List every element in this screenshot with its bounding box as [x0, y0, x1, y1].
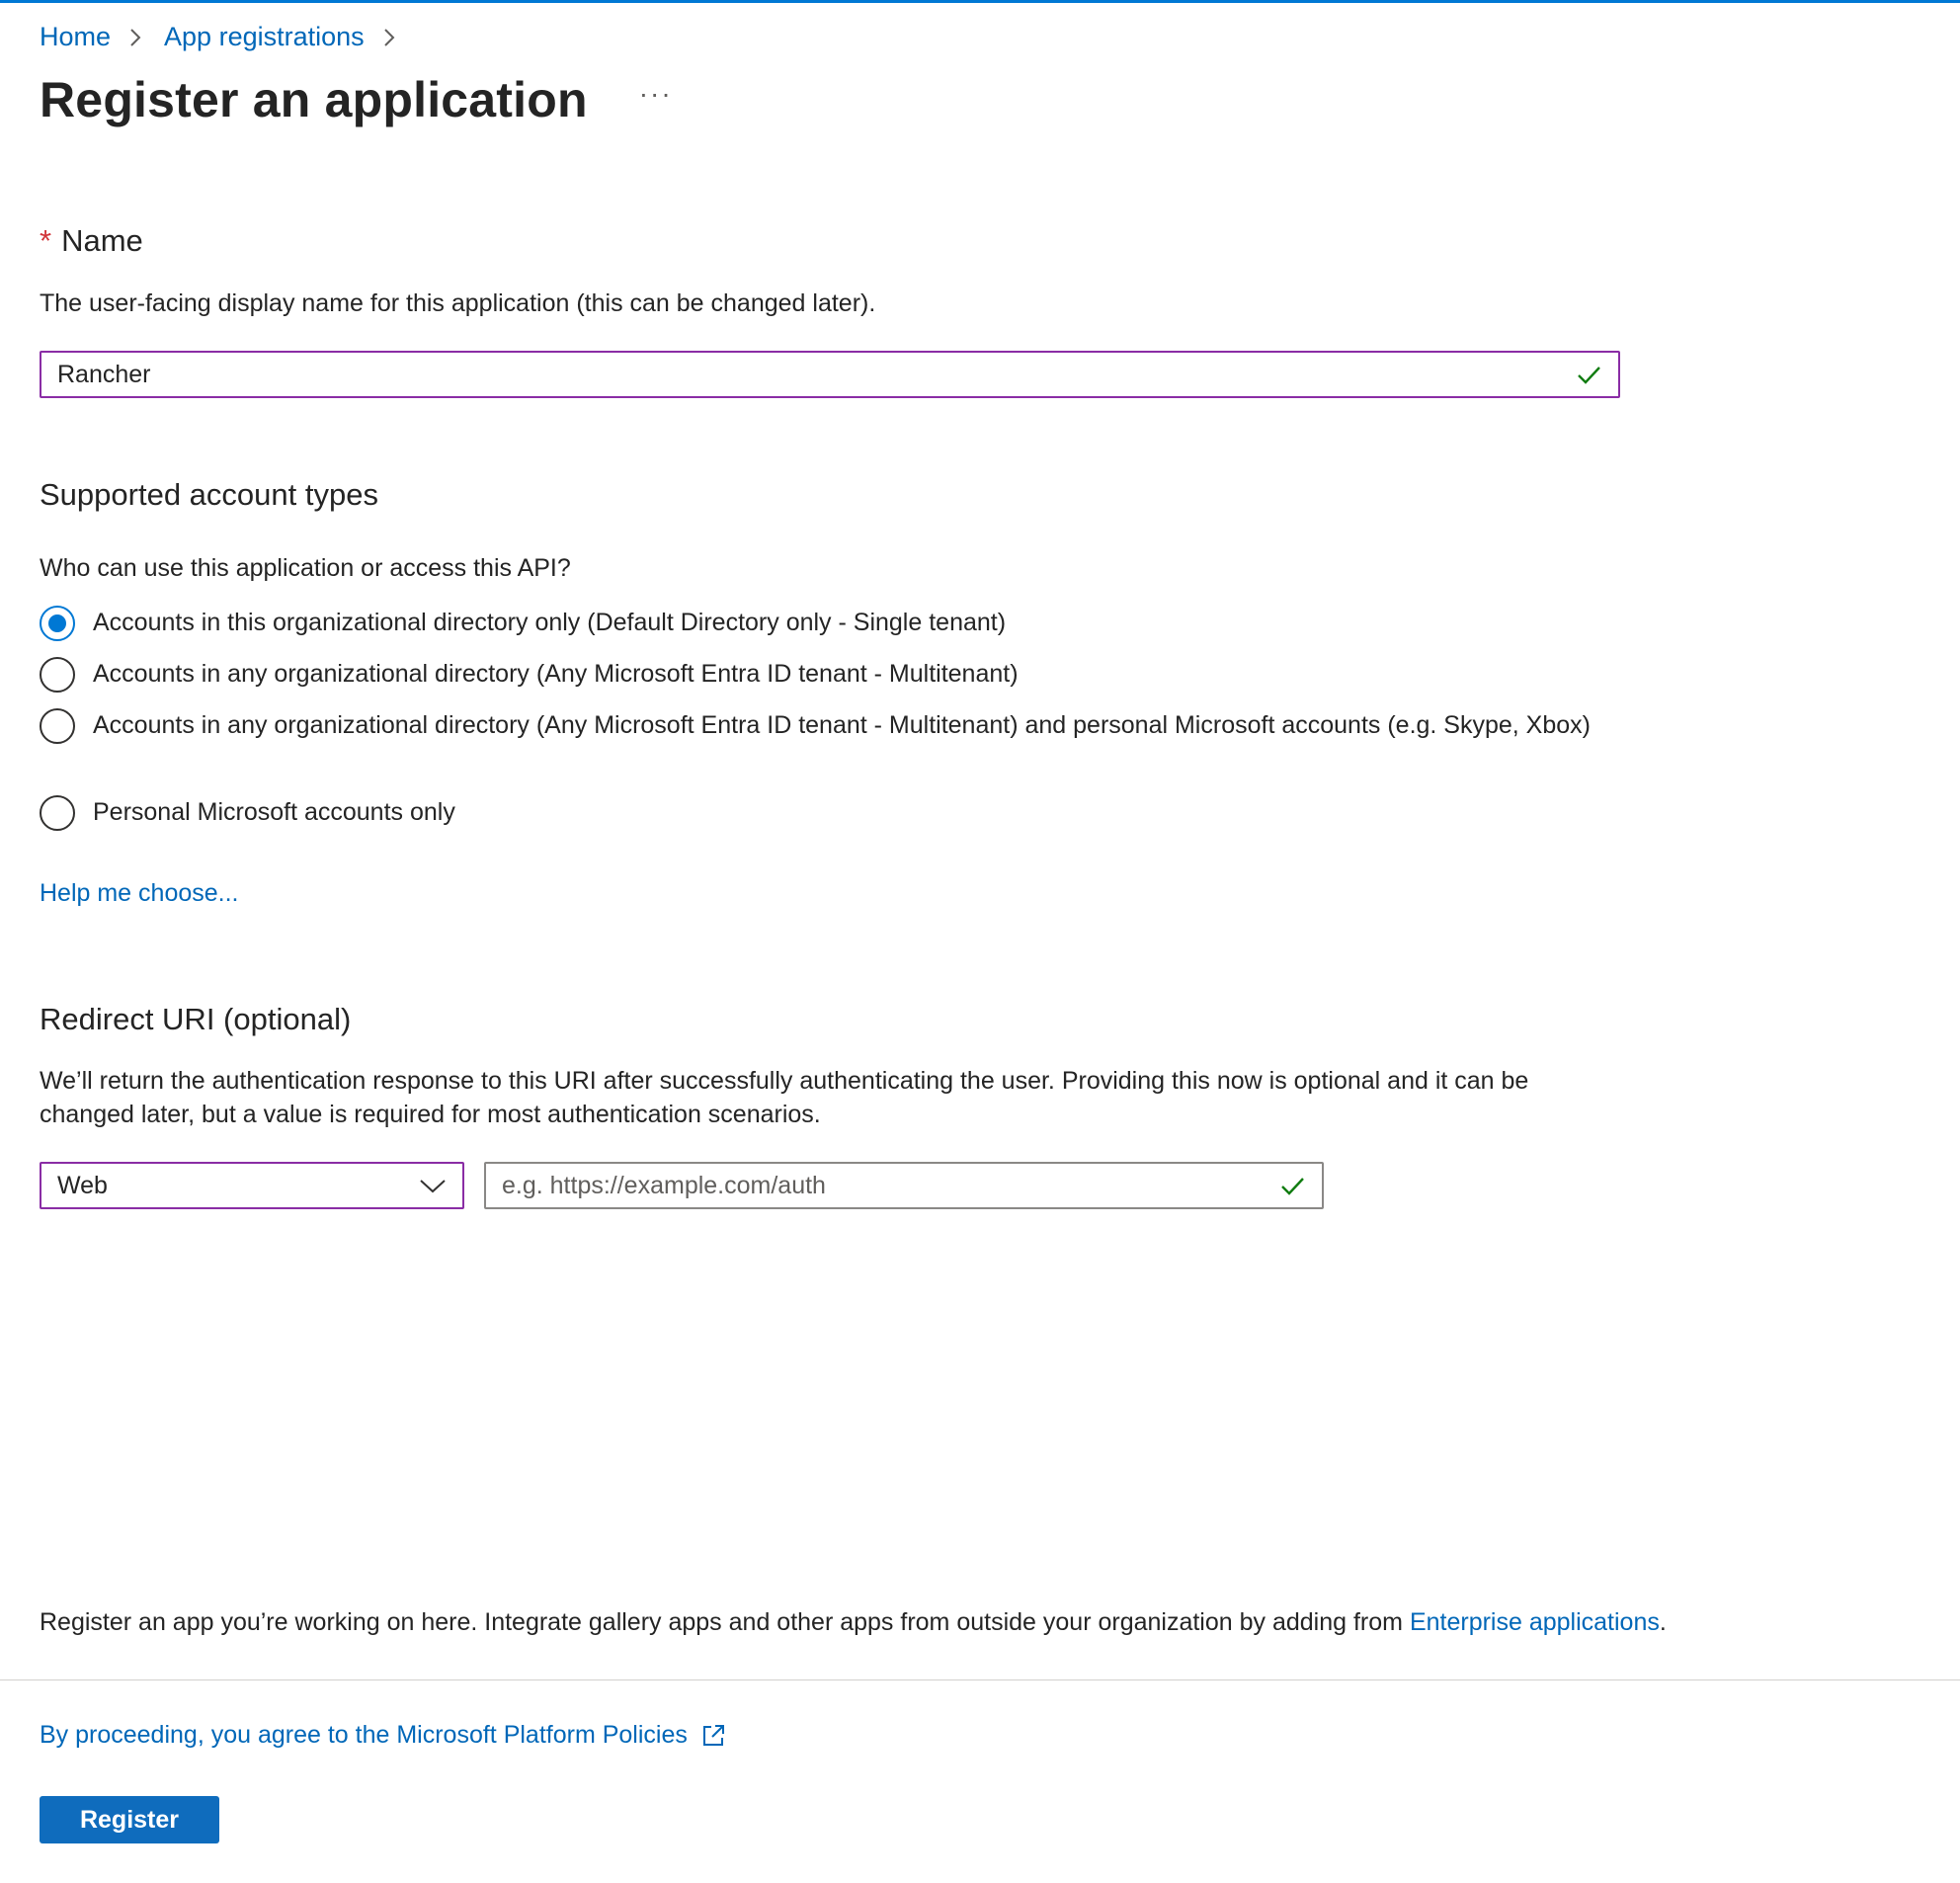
- radio-button[interactable]: [40, 795, 75, 831]
- account-type-option-multitenant-personal[interactable]: [40, 708, 1634, 744]
- breadcrumb-app-registrations-link[interactable]: App registrations: [164, 22, 365, 51]
- radio-label: Personal Microsoft accounts only: [93, 798, 455, 826]
- account-type-option-personal-only[interactable]: [40, 795, 1634, 831]
- external-link-icon: [699, 1722, 727, 1750]
- radio-label: Accounts in any organizational directory (Any Microsoft Entra ID tenant - Multitenant): [93, 660, 1019, 688]
- name-input[interactable]: [40, 351, 1620, 398]
- chevron-right-icon: [382, 26, 396, 49]
- name-heading: [40, 223, 143, 259]
- radio-label: Accounts in any organizational directory (Any Microsoft Entra ID tenant - Multitenant) and personal Microsoft accounts (e.g. Skype, Xbox): [93, 711, 1591, 739]
- breadcrumb: [40, 22, 418, 52]
- valid-check-icon: [1575, 361, 1602, 388]
- platform-policies-link[interactable]: [40, 1721, 727, 1750]
- footer-divider: [0, 1679, 1960, 1680]
- radio-label: Accounts in this organizational directory only (Default Directory only - Single tenant): [93, 609, 1007, 636]
- chevron-down-icon: [419, 1176, 447, 1195]
- top-accent-bar: [0, 0, 1960, 3]
- platform-policies-link-label: By proceeding, you agree to the Microsoft Platform Policies: [40, 1721, 688, 1749]
- platform-select[interactable]: [40, 1162, 464, 1209]
- account-types-question: Who can use this application or access this API?: [40, 554, 571, 582]
- redirect-uri-input[interactable]: [484, 1162, 1324, 1209]
- radio-selected-dot: [48, 614, 66, 632]
- redirect-uri-description-line-1: We’ll return the authentication response to this URI after successfully authenticating the user. Providing this now is optional and it can be: [40, 1067, 1529, 1095]
- account-type-option-single-tenant[interactable]: [40, 606, 1634, 641]
- name-description: The user-facing display name for this application (this can be changed later).: [40, 289, 876, 317]
- breadcrumb-home-link[interactable]: Home: [40, 22, 112, 51]
- chevron-right-icon: [128, 26, 142, 49]
- name-input-value: Rancher: [57, 360, 151, 388]
- platform-select-value: Web: [57, 1171, 108, 1199]
- title-row: [40, 71, 673, 128]
- name-heading-label: Name: [61, 223, 143, 258]
- help-me-choose-link[interactable]: Help me choose...: [40, 879, 239, 907]
- valid-check-icon: [1278, 1172, 1306, 1199]
- radio-button-selected[interactable]: [40, 606, 75, 641]
- enterprise-applications-link[interactable]: Enterprise applications: [1409, 1608, 1660, 1636]
- radio-button[interactable]: [40, 657, 75, 693]
- radio-button[interactable]: [40, 708, 75, 744]
- redirect-uri-placeholder: e.g. https://example.com/auth: [502, 1171, 826, 1199]
- page-title: Register an application: [40, 72, 588, 127]
- account-types-heading: Supported account types: [40, 477, 378, 512]
- required-marker: *: [40, 223, 52, 258]
- register-note-end: .: [1659, 1608, 1667, 1636]
- more-options-button[interactable]: ···: [638, 78, 673, 109]
- redirect-uri-description-line-2: changed later, but a value is required for most authentication scenarios.: [40, 1101, 821, 1128]
- register-note-text: Register an app you’re working on here. Integrate gallery apps and other apps from outside your organization by adding from: [40, 1608, 1410, 1636]
- register-button[interactable]: Register: [40, 1796, 219, 1843]
- redirect-uri-heading: Redirect URI (optional): [40, 1002, 352, 1036]
- register-note: [40, 1608, 1667, 1637]
- account-type-option-multitenant[interactable]: [40, 657, 1634, 693]
